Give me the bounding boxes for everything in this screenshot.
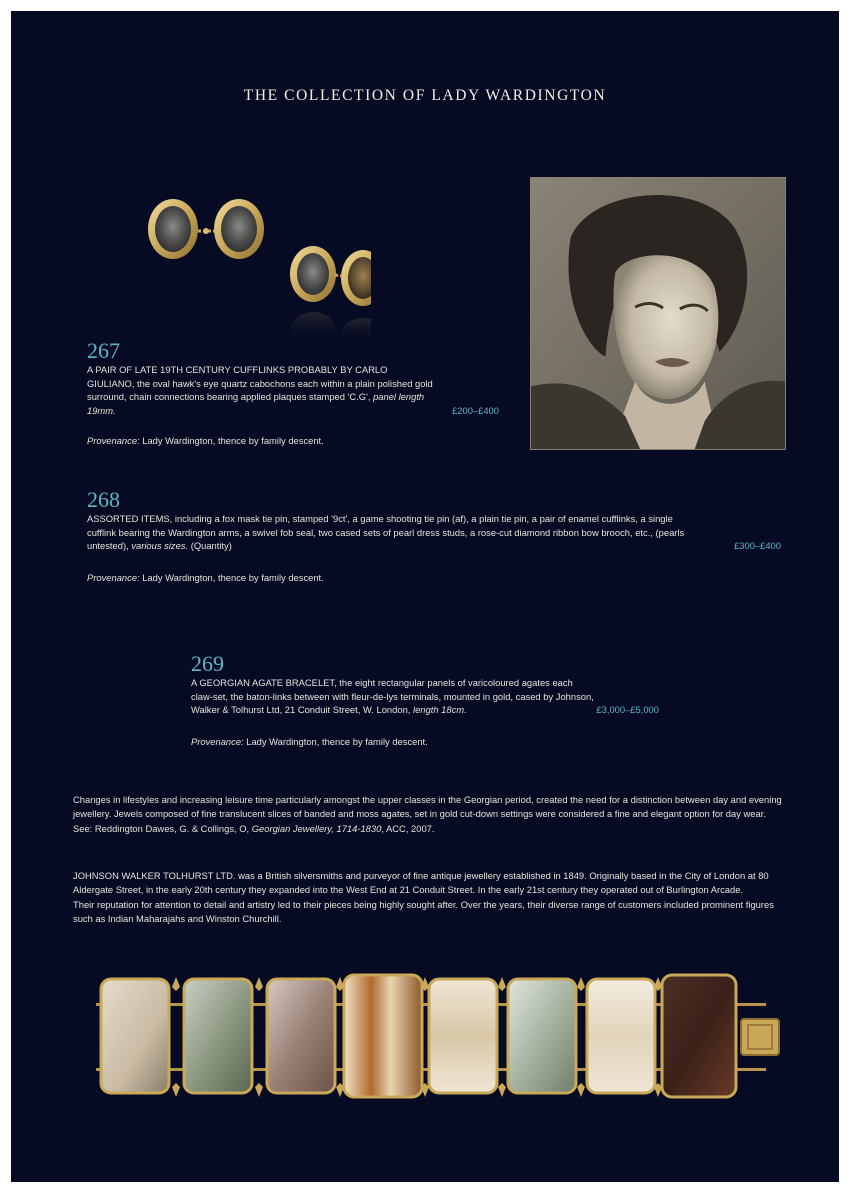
- lot-heading: ASSORTED ITEMS, including a fox mask tie pin, stamped '9ct', a game shooting tie pin (af), a plain tie pin, a pair of enamel cufflinks, a single: [87, 513, 673, 524]
- lot-line-italic: length 18cm.: [413, 704, 467, 716]
- lot-description-269: [191, 676, 659, 717]
- provenance-text: Lady Wardington, thence by family descent.: [139, 572, 324, 583]
- lot-provenance-267: [87, 434, 324, 447]
- reference-suffix: , ACC, 2007.: [381, 822, 435, 834]
- lot-line-text: (Quantity): [188, 540, 232, 552]
- cufflinks-photo: [141, 186, 371, 346]
- provenance-label: Provenance:: [191, 736, 244, 747]
- reference-title: Georgian Jewellery, 1714-1830: [251, 822, 382, 834]
- lot-number-267: 267: [87, 338, 120, 363]
- lot-line: cufflink bearing the Wardington arms, a swivel fob seal, two cased sets of pearl dress studs, a rose-cut diamond ribbon bow brooch, etc., (pearls: [87, 526, 685, 538]
- lot-line-text: surround, chain connections bearing applied plaques stamped 'C.G',: [87, 391, 374, 403]
- essay-paragraph: Changes in lifestyles and increasing leisure time particularly amongst the upper classes in the Georgian period, created the need for a distinction between day and evening jewellery. Jewels composed of fine translucent slices of banded and moss agates, set in gold cut-down settings were considered a fine and elegant option for day wear.: [73, 794, 782, 820]
- lot-number-268: 268: [87, 487, 120, 512]
- lot-line: claw-set, the baton-links between with fleur-de-lys terminals, mounted in gold, cased by Johnson,: [191, 690, 594, 702]
- lot-line-text: Walker & Tolhurst Ltd, 21 Conduit Street, W. London,: [191, 704, 413, 716]
- essay-paragraph: JOHNSON WALKER TOLHURST LTD. was a British silversmiths and purveyor of fine antique jewellery established in 1849. Originally based in the City of London at 80 Aldergate Street, in the early 20th century they expanded into the West End at 21 Conduit Street. In the early 21st century they operated out of Burlington Arcade.: [73, 870, 769, 896]
- lot-estimate: £200–£400: [452, 404, 499, 416]
- portrait-photo: [530, 177, 786, 450]
- lot-line-italic: 19mm.: [87, 404, 116, 416]
- lot-line: [87, 390, 499, 404]
- lot-provenance-268: [87, 571, 324, 584]
- lot-line: [87, 404, 499, 418]
- provenance-text: Lady Wardington, thence by family descent.: [243, 736, 428, 747]
- lot-estimate: £3,000–£5,000: [596, 704, 659, 716]
- lot-heading: A PAIR OF LATE 19TH CENTURY CUFFLINKS PROBABLY BY CARLO: [87, 364, 388, 375]
- lot-estimate: £300–£400: [734, 540, 781, 552]
- essay-paragraph: Their reputation for attention to detail and artistry led to their pieces being highly sought after. Over the years, their diverse range of customers included prominent figures such as Indian Maharajahs and Winston Churchill.: [73, 898, 774, 925]
- provenance-label: Provenance:: [87, 435, 140, 446]
- lot-number-269: 269: [191, 651, 224, 676]
- catalogue-page: [11, 11, 839, 1182]
- lot-provenance-269: [191, 735, 428, 748]
- essay-reference: [73, 822, 793, 836]
- lot-line: [87, 539, 781, 553]
- page-title: THE COLLECTION OF LADY WARDINGTON: [243, 87, 607, 104]
- lot-heading: A GEORGIAN AGATE BRACELET, the eight rectangular panels of varicoloured agates each: [191, 677, 573, 688]
- bracelet-photo: [96, 973, 786, 1101]
- lot-description-268: [87, 512, 781, 553]
- reference-prefix: See: Reddington Dawes, G. & Collings, O,: [73, 822, 252, 834]
- essay-johnson: [73, 869, 793, 927]
- lot-line: [191, 703, 659, 717]
- lot-line-italic: various sizes.: [131, 540, 189, 552]
- lot-line-text: untested),: [87, 540, 132, 552]
- essay-georgian: [73, 793, 793, 836]
- lot-description-267: [87, 363, 499, 417]
- provenance-label: Provenance:: [87, 572, 140, 583]
- provenance-text: Lady Wardington, thence by family descent.: [139, 435, 324, 446]
- lot-line: GIULIANO, the oval hawk's eye quartz cabochons each within a plain polished gold: [87, 377, 433, 389]
- lot-line-italic: panel length: [373, 391, 425, 403]
